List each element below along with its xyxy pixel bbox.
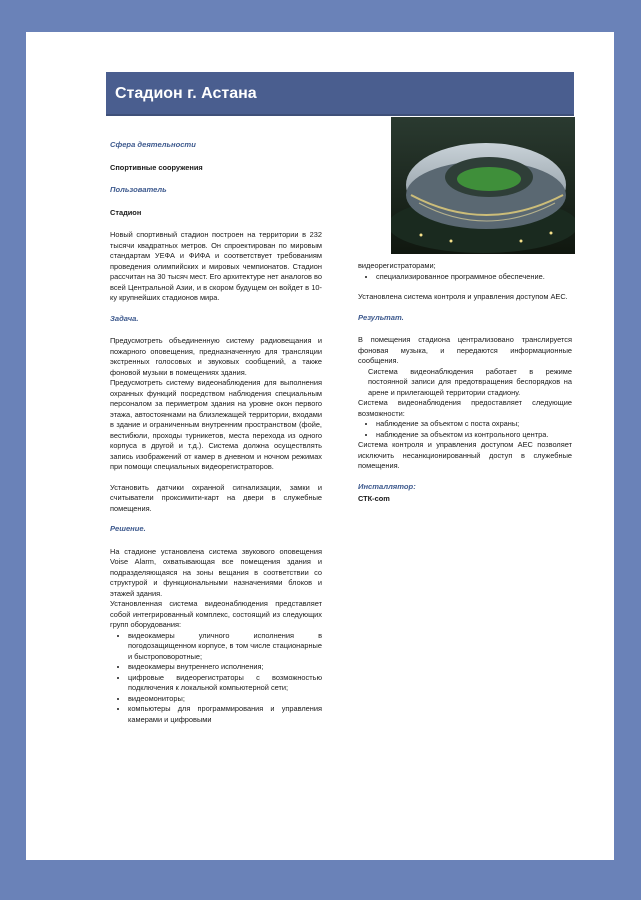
- list-item: • компьютеры для программирования и управления камерами и цифровыми: [128, 704, 322, 725]
- sphere-label: Сфера деятельности: [110, 140, 196, 149]
- list-item: • видеокамеры внутреннего исполнения;: [128, 662, 322, 673]
- result-paragraph-4: Система контроля и управления доступом АЕС позволяет исключить несанкционированный доступ в служебные помещения.: [358, 440, 572, 470]
- installer-value: СТК-com: [358, 494, 390, 503]
- list-item: • цифровые видеорегистраторы с возможностью подключения к локальной компьютерной сети;: [128, 673, 322, 694]
- list-item: • наблюдение за объектом из контрольного центра.: [376, 430, 572, 441]
- task-paragraph-3: Установить датчики охранной сигнализации, замки и считыватели проксимити-карт на двери в служебные помещения.: [110, 482, 322, 513]
- continued-text: видеорегистраторами;: [358, 261, 436, 270]
- result-paragraph-2: Система видеонаблюдения работает в режиме постоянной записи для предотвращения беспорядков на арене и прилегающей территории стадиону.: [368, 366, 572, 397]
- right-column: [358, 261, 572, 517]
- stadium-photo: [391, 117, 575, 254]
- solution-paragraph-2: Установленная система видеонаблюдения представляет собой интегрированный комплекс, состоящий из следующих групп оборудования:: [110, 599, 322, 629]
- result-label: Результат.: [358, 312, 404, 322]
- intro-paragraph: Новый спортивный стадион построен на территории в 232 тысячи квадратных метров. Он спроектирован по мировым стандартам УЕФА и ФИФА и соответствует требованиям проведения олимпийских и мировых чемпионатов. Стадион рассчитан на 30 тысяч мест. Его архитектуре нет аналогов во всей Центральной Азии, и в скором будущем он войдет в 10-ку крупнейших стадионов мира.: [110, 230, 322, 302]
- task-paragraph-1: Предусмотреть объединенную систему радиовещания и пожарного оповещения, предназначенную для трансляции экстренных голосовых и звуковых сообщений, а также фоновой музыки в помещениях здания.: [110, 336, 322, 377]
- installer-label: Инсталлятор:: [358, 481, 416, 491]
- document-page: [26, 32, 614, 860]
- list-item: • видеомониторы;: [128, 694, 322, 705]
- task-label: Задача.: [110, 313, 139, 323]
- result-paragraph-1: В помещения стадиона централизовано транслируется фоновая музыка, и передаются информационные сообщения.: [358, 335, 572, 365]
- task-paragraph-2: Предусмотреть систему видеонаблюдения для выполнения охранных функций посредством наблюдения специальным персоналом за периметром здания на уровне окон первого этажа, автостоянками на близлежащей территории, входами в здание и ограниченным внутренним пространством (фойе, вестибюли, проходы турникетов, места перехода из одного корпуса в другой и т.д.). Система должна осуществлять запись изображений от камер в дневном и ночном режимах при помощи специальных видеорегистраторов.: [110, 378, 322, 471]
- access-paragraph: Установлена система контроля и управления доступом АЕС.: [358, 292, 568, 301]
- page-title: Стадион г. Астана: [115, 85, 257, 102]
- user-value: Стадион: [110, 207, 142, 217]
- user-label: Пользователь: [110, 185, 167, 194]
- result-list: [358, 419, 572, 440]
- equipment-list: [110, 631, 322, 726]
- sphere-value: Спортивные сооружения: [110, 162, 203, 172]
- list-item: • специализированное программное обеспечение.: [376, 272, 572, 283]
- list-item: • наблюдение за объектом с поста охраны;: [376, 419, 572, 430]
- list-item: • видеокамеры уличного исполнения в погодозащищенном корпусе, в том числе стационарные и быстроповоротные;: [128, 631, 322, 663]
- result-paragraph-3: Система видеонаблюдения предоставляет следующие возможности:: [358, 398, 572, 418]
- solution-label: Решение.: [110, 524, 146, 533]
- left-column: [110, 140, 322, 725]
- stadium-illustration: [391, 117, 575, 254]
- solution-paragraph-1: На стадионе установлена система звукового оповещения Voise Alarm, охватывающая все помещения здания и подразделяющаяся на зоны вещания в соответствии со структурой и функциональными назначениями блоков и этажей здания.: [110, 546, 322, 598]
- software-list: [358, 272, 572, 283]
- title-banner: [106, 72, 574, 116]
